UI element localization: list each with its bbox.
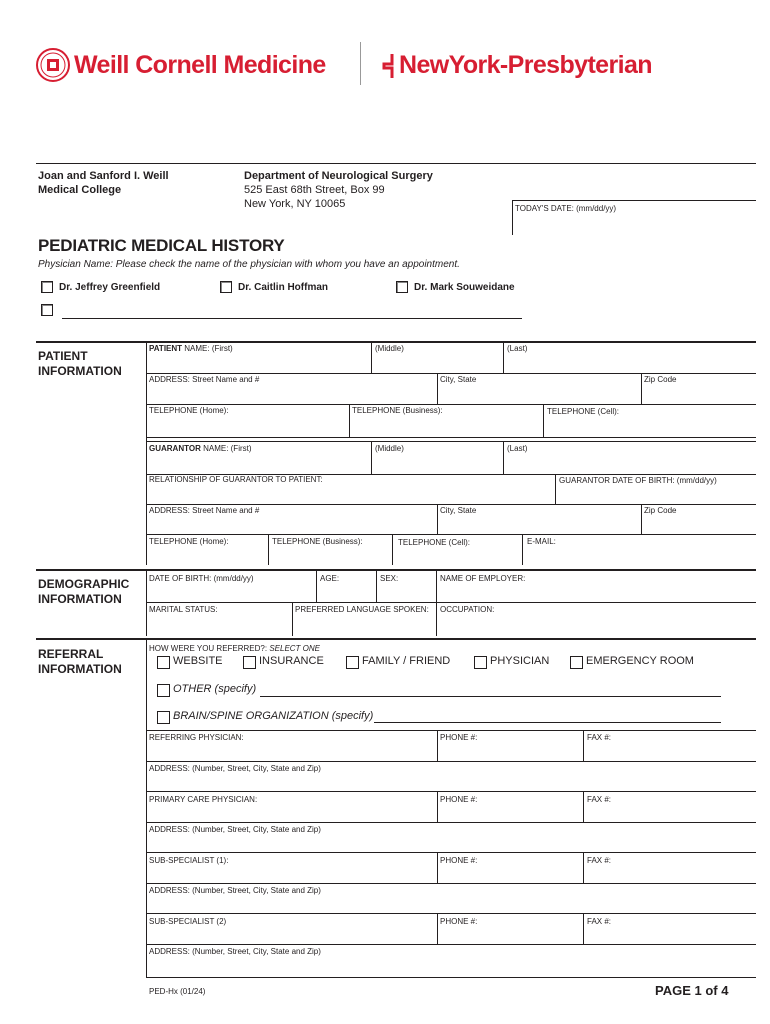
divider [371, 342, 372, 374]
department-name: Department of Neurological Surgery [244, 170, 433, 182]
patient-last-name-field[interactable]: (Last) [507, 344, 528, 353]
todays-date-label: TODAY'S DATE: (mm/dd/yy) [515, 204, 617, 213]
divider [146, 822, 756, 823]
guarantor-grid-left [146, 437, 147, 565]
referral-option-emergency-room: EMERGENCY ROOM [586, 655, 694, 667]
occupation-field[interactable]: OCCUPATION: [440, 605, 495, 614]
divider [437, 730, 438, 761]
department-address-2: New York, NY 10065 [244, 198, 346, 210]
divider [522, 534, 523, 565]
sub-specialist-2-phone-field[interactable]: PHONE #: [440, 917, 478, 926]
physician-checkbox-greenfield[interactable] [41, 281, 53, 293]
divider [146, 977, 756, 978]
divider [146, 944, 756, 945]
physician-label-souweidane: Dr. Mark Souweidane [414, 282, 515, 293]
guarantor-email-field[interactable]: E-MAIL: [527, 537, 556, 546]
referral-brain-spine-line[interactable] [374, 722, 721, 723]
patient-tel-business-field[interactable]: TELEPHONE (Business): [352, 406, 443, 415]
sub-specialist-2-field[interactable]: SUB-SPECIALIST (2) [149, 917, 227, 926]
referral-option-brain-spine: BRAIN/SPINE ORGANIZATION (specify) [173, 710, 374, 722]
page-title: PEDIATRIC MEDICAL HISTORY [38, 236, 285, 255]
guarantor-last-name-field[interactable]: (Last) [507, 444, 528, 453]
guarantor-middle-name-field[interactable]: (Middle) [375, 444, 404, 453]
section-title-referral: REFERRAL INFORMATION [38, 647, 122, 676]
primary-care-phone-field[interactable]: PHONE #: [440, 795, 478, 804]
how-referred-label: HOW WERE YOU REFERRED?: SELECT ONE [149, 644, 320, 653]
divider [641, 373, 642, 404]
patient-middle-name-field[interactable]: (Middle) [375, 344, 404, 353]
wcm-seal-icon [36, 48, 70, 82]
header-rule [36, 163, 756, 164]
marital-status-field[interactable]: MARITAL STATUS: [149, 605, 218, 614]
patient-grid-left [146, 342, 147, 437]
nyp-mark-icon [382, 52, 398, 80]
primary-care-fax-field[interactable]: FAX #: [587, 795, 612, 804]
divider [146, 639, 147, 978]
nyp-logo-text: NewYork-Presbyterian [399, 51, 652, 79]
divider [316, 570, 317, 602]
referring-address-field[interactable]: ADDRESS: (Number, Street, City, State and Zip) [149, 764, 321, 773]
referral-checkbox-other[interactable] [157, 684, 170, 697]
department-block [244, 169, 433, 211]
divider [146, 437, 756, 438]
patient-zip-field[interactable]: Zip Code [644, 375, 677, 384]
section-title-demographic: DEMOGRAPHIC INFORMATION [38, 577, 130, 606]
patient-first-name-field[interactable]: PATIENT NAME: (First) [149, 344, 233, 353]
divider [503, 342, 504, 374]
guarantor-tel-business-field[interactable]: TELEPHONE (Business): [272, 537, 363, 546]
divider [146, 570, 147, 636]
physician-label-greenfield: Dr. Jeffrey Greenfield [59, 282, 161, 293]
referring-physician-field[interactable]: REFERRING PHYSICIAN: [149, 733, 244, 742]
divider [543, 404, 544, 437]
divider [555, 474, 556, 505]
wcm-logo-text: Weill Cornell Medicine [74, 51, 326, 79]
divider [437, 913, 438, 944]
divider [437, 373, 438, 404]
sub-specialist-1-phone-field[interactable]: PHONE #: [440, 856, 478, 865]
todays-date-field[interactable] [512, 200, 756, 235]
divider [146, 852, 756, 853]
section-rule-patient [36, 341, 756, 343]
referral-checkbox-website[interactable] [157, 656, 170, 669]
preferred-language-field[interactable]: PREFERRED LANGUAGE SPOKEN: [295, 605, 429, 614]
referral-checkbox-brain-spine[interactable] [157, 711, 170, 724]
physician-checkbox-souweidane[interactable] [396, 281, 408, 293]
sub-specialist-2-fax-field[interactable]: FAX #: [587, 917, 612, 926]
divider [437, 504, 438, 534]
referral-option-other: OTHER (specify) [173, 683, 257, 695]
referral-checkbox-physician[interactable] [474, 656, 487, 669]
divider [436, 570, 437, 636]
divider [583, 791, 584, 822]
guarantor-city-state-field[interactable]: City, State [440, 506, 477, 515]
divider [146, 602, 756, 603]
divider [583, 730, 584, 761]
sub-specialist-2-address-field[interactable]: ADDRESS: (Number, Street, City, State and Zip) [149, 947, 321, 956]
guarantor-relationship-field[interactable]: RELATIONSHIP OF GUARANTOR TO PATIENT: [149, 475, 323, 484]
guarantor-first-name-field[interactable]: GUARANTOR NAME: (First) [149, 444, 252, 453]
divider [437, 791, 438, 822]
physician-prompt: Physician Name: Please check the name of the physician with whom you have an appointment. [38, 259, 460, 270]
divider [583, 913, 584, 944]
referring-phone-field[interactable]: PHONE #: [440, 733, 478, 742]
guarantor-dob-field[interactable]: GUARANTOR DATE OF BIRTH: (mm/dd/yy) [559, 476, 717, 485]
age-field[interactable]: AGE: [320, 574, 340, 583]
referral-option-insurance: INSURANCE [259, 655, 324, 667]
referral-option-family-friend: FAMILY / FRIEND [362, 655, 451, 667]
divider [146, 534, 756, 535]
divider [146, 730, 756, 731]
department-address-1: 525 East 68th Street, Box 99 [244, 184, 385, 196]
physician-checkbox-hoffman[interactable] [220, 281, 232, 293]
sub-specialist-1-field[interactable]: SUB-SPECIALIST (1): [149, 856, 229, 865]
physician-checkbox-other[interactable] [41, 304, 53, 316]
referral-checkbox-family-friend[interactable] [346, 656, 359, 669]
divider [503, 441, 504, 474]
referring-fax-field[interactable]: FAX #: [587, 733, 612, 742]
referral-option-physician: PHYSICIAN [490, 655, 550, 667]
referral-checkbox-insurance[interactable] [243, 656, 256, 669]
divider [146, 504, 756, 505]
divider [146, 441, 756, 442]
referral-other-line[interactable] [260, 696, 721, 697]
patient-tel-cell-field[interactable]: TELEPHONE (Cell): [547, 407, 620, 416]
primary-care-field[interactable]: PRIMARY CARE PHYSICIAN: [149, 795, 258, 804]
section-title-patient: PATIENT INFORMATION [38, 349, 122, 378]
primary-care-address-field[interactable]: ADDRESS: (Number, Street, City, State and Zip) [149, 825, 321, 834]
section-rule-demographic [36, 569, 756, 571]
divider [349, 404, 350, 437]
guarantor-address-field[interactable]: ADDRESS: Street Name and # [149, 506, 260, 515]
divider [146, 373, 756, 374]
sub-specialist-1-address-field[interactable]: ADDRESS: (Number, Street, City, State and Zip) [149, 886, 321, 895]
referral-option-website: WEBSITE [173, 655, 223, 667]
referral-checkbox-emergency-room[interactable] [570, 656, 583, 669]
divider [268, 534, 269, 565]
divider [146, 404, 756, 405]
college-name: Joan and Sanford I. Weill Medical College [38, 170, 169, 196]
dob-field[interactable]: DATE OF BIRTH: (mm/dd/yy) [149, 574, 254, 583]
physician-label-hoffman: Dr. Caitlin Hoffman [238, 282, 329, 293]
patient-address-field[interactable]: ADDRESS: Street Name and # [149, 375, 260, 384]
form-code: PED-Hx (01/24) [149, 987, 206, 996]
divider [371, 441, 372, 474]
divider [146, 883, 756, 884]
divider [146, 913, 756, 914]
page-number: PAGE 1 of 4 [655, 983, 729, 998]
section-rule-referral [36, 638, 756, 640]
guarantor-zip-field[interactable]: Zip Code [644, 506, 677, 515]
divider [641, 504, 642, 534]
guarantor-tel-cell-field[interactable]: TELEPHONE (Cell): [398, 538, 471, 547]
patient-tel-home-field[interactable]: TELEPHONE (Home): [149, 406, 229, 415]
divider [146, 791, 756, 792]
divider [392, 534, 393, 565]
patient-city-state-field[interactable]: City, State [440, 375, 477, 384]
sex-field[interactable]: SEX: [380, 574, 399, 583]
divider [583, 852, 584, 883]
divider [146, 761, 756, 762]
divider [376, 570, 377, 602]
guarantor-tel-home-field[interactable]: TELEPHONE (Home): [149, 537, 229, 546]
divider [292, 602, 293, 636]
logo-divider [360, 42, 361, 85]
divider [437, 852, 438, 883]
physician-other-line[interactable] [62, 318, 522, 319]
sub-specialist-1-fax-field[interactable]: FAX #: [587, 856, 612, 865]
employer-field[interactable]: NAME OF EMPLOYER: [440, 574, 526, 583]
